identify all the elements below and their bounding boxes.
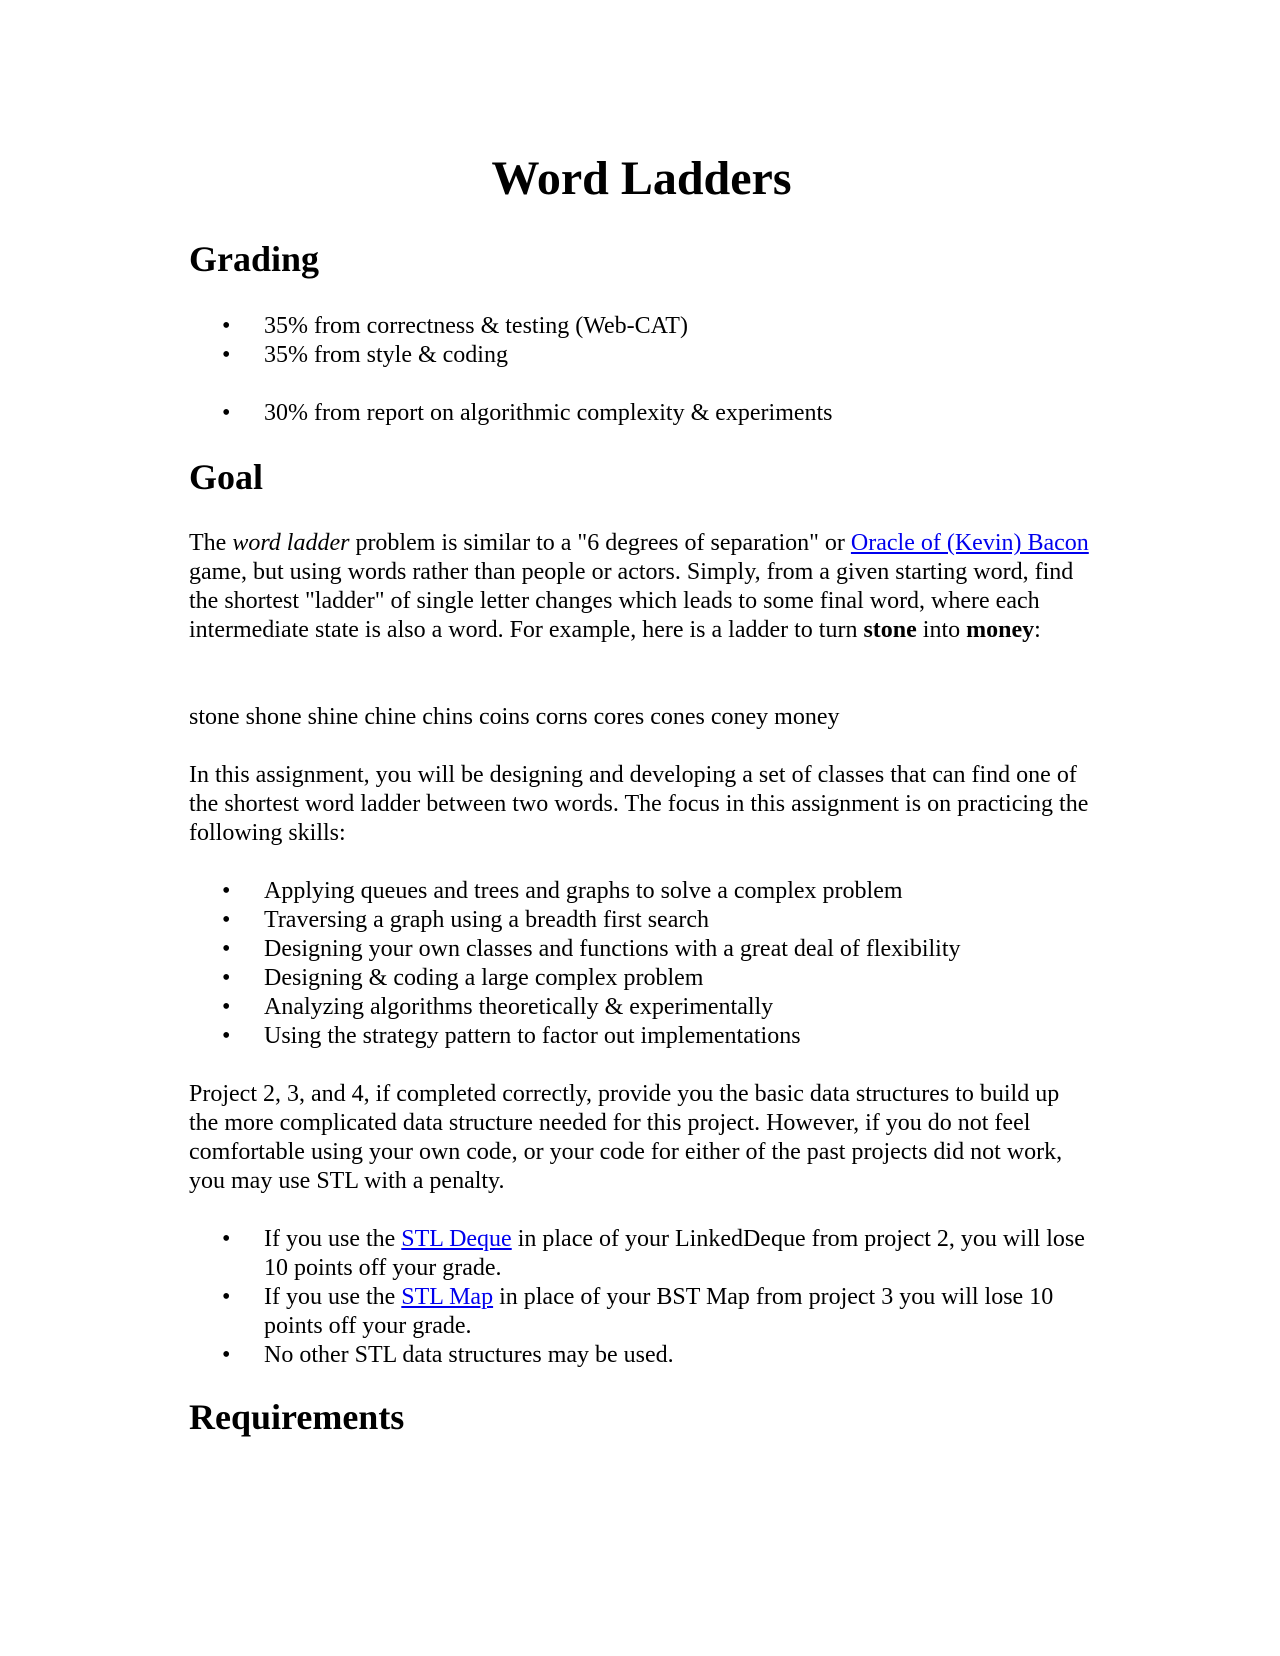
grading-list (189, 312, 1094, 428)
stl-map-link[interactable]: STL Map (401, 1284, 494, 1310)
list-item: • Analyzing algorithms theoretically & experimentally (222, 994, 774, 1020)
goal-heading: Goal (189, 457, 264, 497)
bullet-icon: • (222, 1023, 231, 1049)
projects-paragraph: Project 2, 3, and 4, if completed correctly, provide you the basic data structures to build up the more complicated data structure needed for this project. However, if you do not feel comfortable using your own code, or your code for either of the past projects did not work, you may use STL with a penalty. (189, 1081, 1063, 1194)
list-item: • Using the strategy pattern to factor out implementations (222, 1023, 801, 1049)
list-item: • If you use the STL Map in place of your BST Map from project 3 you will lose 10 points off your grade. (222, 1284, 1054, 1339)
list-item: • Designing & coding a large complex problem (222, 965, 704, 991)
list-item: • 35% from style & coding (222, 342, 508, 368)
list-item: • 35% from correctness & testing (Web-CAT) (222, 313, 688, 339)
bullet-icon: • (222, 342, 231, 368)
goal-intro-paragraph: The word ladder problem is similar to a "6 degrees of separation" or Oracle of (Kevin) Bacon game, but using words rather than people or actors. Simply, from a given starting word, find the shortest "ladder" of single letter changes which leads to some final word, where each intermediate state is also a word. For example, here is a ladder to turn stone into money: (189, 530, 1089, 643)
page-title: Word Ladders (491, 152, 792, 205)
bullet-icon: • (222, 936, 231, 962)
bullet-icon: • (222, 400, 231, 426)
requirements-heading: Requirements (189, 1397, 405, 1437)
bullet-icon: • (222, 965, 231, 991)
list-item: • Designing your own classes and functions with a great deal of flexibility (222, 936, 961, 962)
skills-list (189, 877, 1094, 1051)
oracle-of-bacon-link[interactable]: Oracle of (Kevin) Bacon (850, 530, 1089, 556)
grading-heading: Grading (189, 239, 320, 279)
list-item: • Traversing a graph using a breadth first search (222, 907, 709, 933)
bullet-icon: • (222, 1284, 231, 1310)
bullet-icon: • (222, 878, 231, 904)
bullet-icon: • (222, 994, 231, 1020)
list-item: • No other STL data structures may be used. (222, 1342, 674, 1368)
assignment-paragraph: In this assignment, you will be designing and developing a set of classes that can find one of the shortest word ladder between two words. The focus in this assignment is on practicing the following skills: (189, 762, 1089, 846)
list-item: • If you use the STL Deque in place of your LinkedDeque from project 2, you will lose 10 points off your grade. (222, 1226, 1085, 1281)
list-item: • Applying queues and trees and graphs to solve a complex problem (222, 878, 903, 904)
bullet-icon: • (222, 313, 231, 339)
bullet-icon: • (222, 1226, 231, 1252)
stl-deque-link[interactable]: STL Deque (401, 1226, 512, 1252)
word-ladder-example: stone shone shine chine chins coins corns cores cones coney money (189, 704, 840, 730)
bullet-icon: • (222, 1342, 231, 1368)
stl-list (189, 1225, 1094, 1370)
list-item: • 30% from report on algorithmic complexity & experiments (222, 400, 833, 426)
bullet-icon: • (222, 907, 231, 933)
